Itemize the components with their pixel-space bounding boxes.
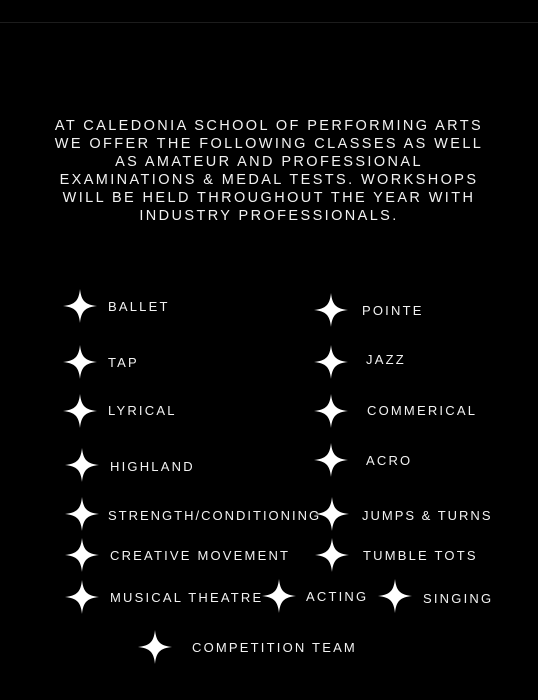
class-item-highland: HIGHLAND bbox=[110, 459, 195, 474]
sparkle-icon bbox=[65, 448, 99, 482]
intro-line: AS AMATEUR AND PROFESSIONAL bbox=[115, 154, 423, 170]
intro-text bbox=[40, 117, 498, 225]
class-item-ballet: BALLET bbox=[108, 299, 170, 314]
class-item-tumble-tots: TUMBLE TOTS bbox=[363, 548, 478, 563]
intro-line: AT CALEDONIA SCHOOL OF PERFORMING ARTS bbox=[54, 118, 484, 134]
sparkle-icon bbox=[63, 394, 97, 428]
sparkle-icon bbox=[314, 394, 348, 428]
class-item-lyrical: LYRICAL bbox=[108, 403, 177, 418]
class-item-tap: TAP bbox=[108, 355, 139, 370]
sparkle-icon bbox=[262, 579, 296, 613]
class-item-musical-theatre: MUSICAL THEATRE bbox=[110, 590, 264, 605]
intro-line: WILL BE HELD THROUGHOUT THE YEAR WITH bbox=[62, 190, 476, 206]
sparkle-icon bbox=[315, 497, 349, 531]
intro-line: INDUSTRY PROFESSIONALS. bbox=[139, 208, 399, 224]
sparkle-icon bbox=[65, 538, 99, 572]
sparkle-icon bbox=[378, 579, 412, 613]
sparkle-icon bbox=[138, 630, 172, 664]
class-item-competition-team: COMPETITION TEAM bbox=[192, 640, 357, 655]
sparkle-icon bbox=[65, 497, 99, 531]
class-item-singing: SINGING bbox=[423, 591, 494, 606]
sparkle-icon bbox=[65, 580, 99, 614]
sparkle-icon bbox=[63, 289, 97, 323]
sparkle-icon bbox=[63, 345, 97, 379]
class-item-jazz: JAZZ bbox=[366, 352, 406, 367]
class-item-strength-conditioning: STRENGTH/CONDITIONING bbox=[108, 508, 322, 523]
class-item-acting: ACTING bbox=[306, 589, 369, 604]
class-item-pointe: POINTE bbox=[362, 303, 424, 318]
sparkle-icon bbox=[314, 293, 348, 327]
top-divider bbox=[0, 22, 538, 23]
class-item-jumps-turns: JUMPS & TURNS bbox=[362, 508, 493, 523]
class-item-acro: ACRO bbox=[366, 453, 413, 468]
class-item-creative-movement: CREATIVE MOVEMENT bbox=[110, 548, 291, 563]
class-item-commerical: COMMERICAL bbox=[367, 403, 478, 418]
intro-line: EXAMINATIONS & MEDAL TESTS. WORKSHOPS bbox=[59, 172, 479, 188]
intro-line: WE OFFER THE FOLLOWING CLASSES AS WELL bbox=[54, 136, 484, 152]
sparkle-icon bbox=[314, 443, 348, 477]
sparkle-icon bbox=[315, 538, 349, 572]
sparkle-icon bbox=[314, 345, 348, 379]
